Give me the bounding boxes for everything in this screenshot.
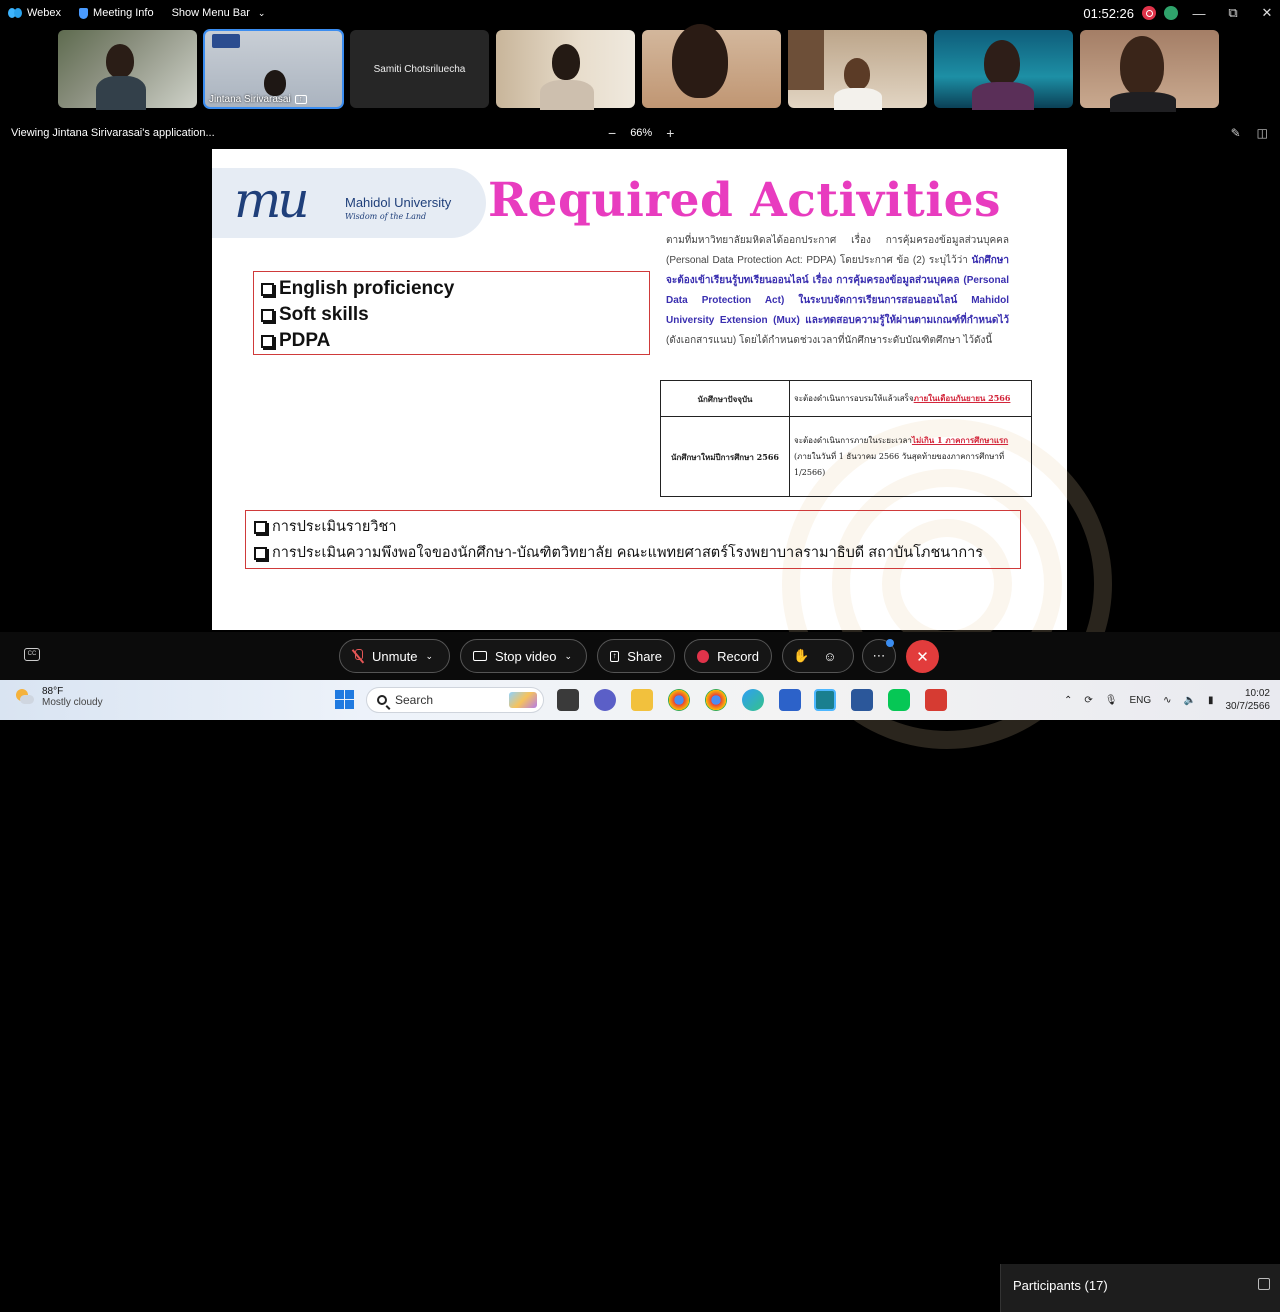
participant-video: [1120, 36, 1164, 96]
activity-text: English proficiency: [279, 278, 455, 299]
popout-panel-icon[interactable]: [1258, 1278, 1270, 1290]
zoom-level: 66%: [630, 127, 653, 139]
clock-time: 10:02: [1244, 688, 1270, 699]
video-tile[interactable]: [1080, 30, 1219, 108]
tile-name-label: [209, 94, 307, 105]
video-tile[interactable]: [496, 30, 635, 108]
table-cell-requirement: จะต้องดำเนินการภายในระยะเวลาไม่เกิน 1 ภาคการศึกษาแรก (ภายในวันที่ 1 ธันวาคม 2566 วันสุดท้ายของภาคการศึกษาที่ 1/2566): [790, 417, 1032, 497]
file-explorer-icon[interactable]: [631, 689, 653, 711]
evaluation-item: [254, 514, 1020, 540]
deadline-table: [660, 380, 1032, 497]
partly-cloudy-icon: [14, 689, 34, 705]
viewing-status: Viewing Jintana Sirivarasai's application...: [11, 127, 215, 139]
closed-captions-icon[interactable]: CC: [24, 648, 40, 661]
zoom-in-button[interactable]: +: [666, 125, 675, 141]
record-label: Record: [717, 648, 759, 664]
activity-item: [261, 276, 649, 302]
search-placeholder: Search: [395, 693, 434, 707]
evaluation-text: การประเมินความพึงพอใจของนักศึกษา-บัณฑิตวิทยาลัย คณะแพทยศาสตร์โรงพยาบาลรามาธิบดี สถาบันโภชนาการ: [272, 545, 984, 561]
store-icon[interactable]: [779, 689, 801, 711]
checkbox-bullet-icon: [261, 335, 274, 348]
participant-video-body: [834, 88, 882, 110]
participant-video: [844, 58, 870, 90]
webex-taskbar-icon[interactable]: [814, 689, 836, 711]
show-menu-bar-label: Show Menu Bar: [171, 7, 250, 19]
unmute-label: Unmute: [372, 648, 418, 664]
battery-icon[interactable]: ▮: [1207, 694, 1214, 706]
deadline-text: ไม่เกิน 1 ภาคการศึกษาแรก: [911, 435, 1009, 445]
logo-tagline: Wisdom of the Land: [345, 212, 427, 221]
sync-icon[interactable]: ⟳: [1084, 694, 1093, 706]
chevron-down-icon[interactable]: ⌄: [425, 650, 434, 661]
checkbox-bullet-icon: [254, 521, 267, 534]
weather-temperature: 88°F: [42, 686, 64, 697]
activity-item: [261, 328, 649, 354]
tile-name: Jintana Sirivarasai: [209, 94, 291, 105]
notification-dot: [886, 639, 894, 647]
edge-icon[interactable]: [742, 689, 764, 711]
show-menu-bar-button[interactable]: [172, 7, 266, 19]
connection-status-icon[interactable]: [1164, 6, 1178, 20]
evaluation-text: การประเมินรายวิชา: [272, 519, 397, 535]
unmute-button[interactable]: [339, 639, 450, 673]
wifi-icon[interactable]: ∿: [1163, 694, 1172, 706]
chevron-down-icon: ⌄: [257, 7, 266, 18]
search-icon: [377, 695, 387, 705]
poster-graphic: [212, 34, 240, 48]
checkbox-bullet-icon: [254, 547, 267, 560]
weather-description: Mostly cloudy: [42, 697, 103, 708]
zoom-controls: [608, 125, 674, 141]
annotate-icon[interactable]: ✎: [1230, 126, 1241, 140]
meeting-info-label: Meeting Info: [93, 7, 154, 19]
chrome-profile-icon[interactable]: [668, 689, 690, 711]
activity-item: [261, 302, 649, 328]
stop-video-button[interactable]: [460, 639, 587, 673]
weather-widget[interactable]: [14, 686, 103, 708]
more-icon: ⋯: [872, 648, 886, 663]
start-button[interactable]: [335, 690, 354, 709]
announcement-highlight: นักศึกษาจะต้องเข้าเรียนรู้บทเรียนออนไลน์ เรื่อง การคุ้มครองข้อมูลส่วนบุคคล (Personal Data Protection Act) ในระบบจัดการเรียนการสอนออนไลน์ Mahidol University Extension (Mux) และทดสอบความรู้ให้ผ่านตามเกณฑ์ที่กำหนดไว้: [666, 255, 1009, 326]
sharing-icon: ↑: [295, 95, 307, 104]
clock[interactable]: [1226, 687, 1271, 713]
title-bar: [0, 0, 1280, 26]
table-row: [661, 417, 1032, 497]
zoom-out-button[interactable]: −: [608, 125, 617, 141]
stop-video-label: Stop video: [495, 648, 557, 664]
chevron-up-icon[interactable]: ⌃: [1063, 694, 1073, 706]
evaluation-item: [254, 540, 1020, 566]
word-icon[interactable]: [851, 689, 873, 711]
mic-muted-icon[interactable]: 🎙: [1104, 694, 1118, 706]
participant-video-body: [96, 76, 146, 110]
popout-share-icon[interactable]: ◫: [1256, 126, 1268, 140]
participant-video: [552, 44, 580, 80]
line-app-icon[interactable]: [888, 689, 910, 711]
pdpa-announcement: [666, 231, 1009, 351]
restore-icon[interactable]: ⧉: [1228, 5, 1238, 20]
checkbox-bullet-icon: [261, 283, 274, 296]
activities-box: [253, 271, 650, 355]
chevron-down-icon[interactable]: ⌄: [564, 650, 572, 661]
announcement-text: (ดังเอกสารแนบ) โดยได้กำหนดช่วงเวลาที่นักศึกษาระดับบัณฑิตศึกษา ไว้ดังนี้: [666, 335, 993, 346]
windows-taskbar: [0, 680, 1280, 720]
slide-title: Required Activities: [488, 173, 1001, 228]
participant-video: [106, 44, 134, 78]
video-tile[interactable]: [58, 30, 197, 108]
participant-video-body: [972, 82, 1034, 110]
activity-text: Soft skills: [279, 304, 369, 325]
reactions-group: [782, 639, 854, 673]
tile-name: Samiti Chotsriluecha: [373, 63, 466, 75]
shared-slide: [212, 149, 1067, 630]
deadline-text: ภายในเดือนกันยายน 2566: [913, 393, 1011, 403]
meeting-timer: 01:52:26: [1083, 5, 1134, 21]
camera-icon: [473, 651, 487, 661]
webex-logo-icon: [8, 8, 22, 18]
raise-hand-icon[interactable]: ✋: [793, 648, 810, 663]
table-row: [661, 381, 1032, 417]
door-background: [788, 30, 824, 90]
task-view-icon[interactable]: [557, 689, 579, 711]
share-screen-icon: ↑: [610, 651, 619, 662]
app-menu[interactable]: [8, 7, 61, 19]
video-tile-active-speaker[interactable]: [204, 30, 343, 108]
participant-video: [672, 24, 728, 98]
chrome-icon[interactable]: [705, 689, 727, 711]
table-cell-requirement: จะต้องดำเนินการอบรมให้แล้วเสร็จภายในเดือนกันยายน 2566: [790, 381, 1032, 417]
close-icon[interactable]: ✕: [1261, 5, 1273, 20]
mic-off-icon: [352, 649, 364, 663]
participant-video-strip: [58, 30, 1219, 108]
minimize-icon[interactable]: —: [1192, 5, 1206, 21]
leave-meeting-button[interactable]: [906, 640, 939, 673]
volume-icon[interactable]: 🔈: [1183, 694, 1196, 706]
input-language[interactable]: ENG: [1129, 694, 1152, 706]
video-tile-no-video[interactable]: [350, 30, 489, 108]
share-view-bar: [0, 122, 1280, 144]
share-button[interactable]: [597, 639, 675, 673]
meeting-info-button[interactable]: [79, 7, 154, 19]
shield-icon: [79, 8, 88, 19]
evaluations-box: [245, 510, 1021, 569]
recording-status-icon[interactable]: [1142, 6, 1156, 20]
video-tile[interactable]: [934, 30, 1073, 108]
checkbox-bullet-icon: [261, 309, 274, 322]
participant-video: [264, 70, 286, 96]
record-button[interactable]: [684, 639, 772, 673]
video-tile[interactable]: [642, 30, 781, 108]
participant-video-body: [540, 80, 594, 110]
table-cell-group: นักศึกษาใหม่ปีการศึกษา 2566: [661, 417, 790, 497]
record-icon: [697, 650, 709, 663]
reactions-icon[interactable]: ☺: [823, 648, 837, 664]
acrobat-icon[interactable]: [925, 689, 947, 711]
clock-date: 30/7/2566: [1225, 701, 1270, 712]
activity-text: PDPA: [279, 330, 331, 351]
participant-video-body: [1110, 92, 1176, 112]
participant-video: [984, 40, 1020, 86]
participants-panel-header[interactable]: [1000, 1264, 1280, 1312]
participants-title: Participants (17): [1013, 1278, 1108, 1293]
announcement-text: ตามที่มหาวิทยาลัยมหิดลได้ออกประกาศ เรื่อง การคุ้มครองข้อมูลส่วนบุคคล (Personal Data Protection Act: PDPA) โดยประกาศ ข้อ (2) ระบุไว้ว่า: [666, 235, 1009, 266]
logo-university-name: Mahidol University: [345, 195, 452, 210]
deadline-note: (ภายในวันที่ 1 ธันวาคม 2566 วันสุดท้ายของภาคการศึกษาที่ 1/2566): [794, 452, 1005, 477]
close-icon: ✕: [916, 648, 929, 666]
share-label: Share: [627, 648, 662, 664]
app-name: Webex: [27, 7, 62, 19]
taskbar-search[interactable]: [366, 687, 544, 713]
mu-logo-mark: mu: [234, 171, 306, 229]
video-tile[interactable]: [788, 30, 927, 108]
system-tray: [1064, 680, 1280, 720]
chat-app-icon[interactable]: [594, 689, 616, 711]
table-cell-group: นักศึกษาปัจจุบัน: [661, 381, 790, 417]
search-highlight-graphic: [509, 692, 537, 708]
